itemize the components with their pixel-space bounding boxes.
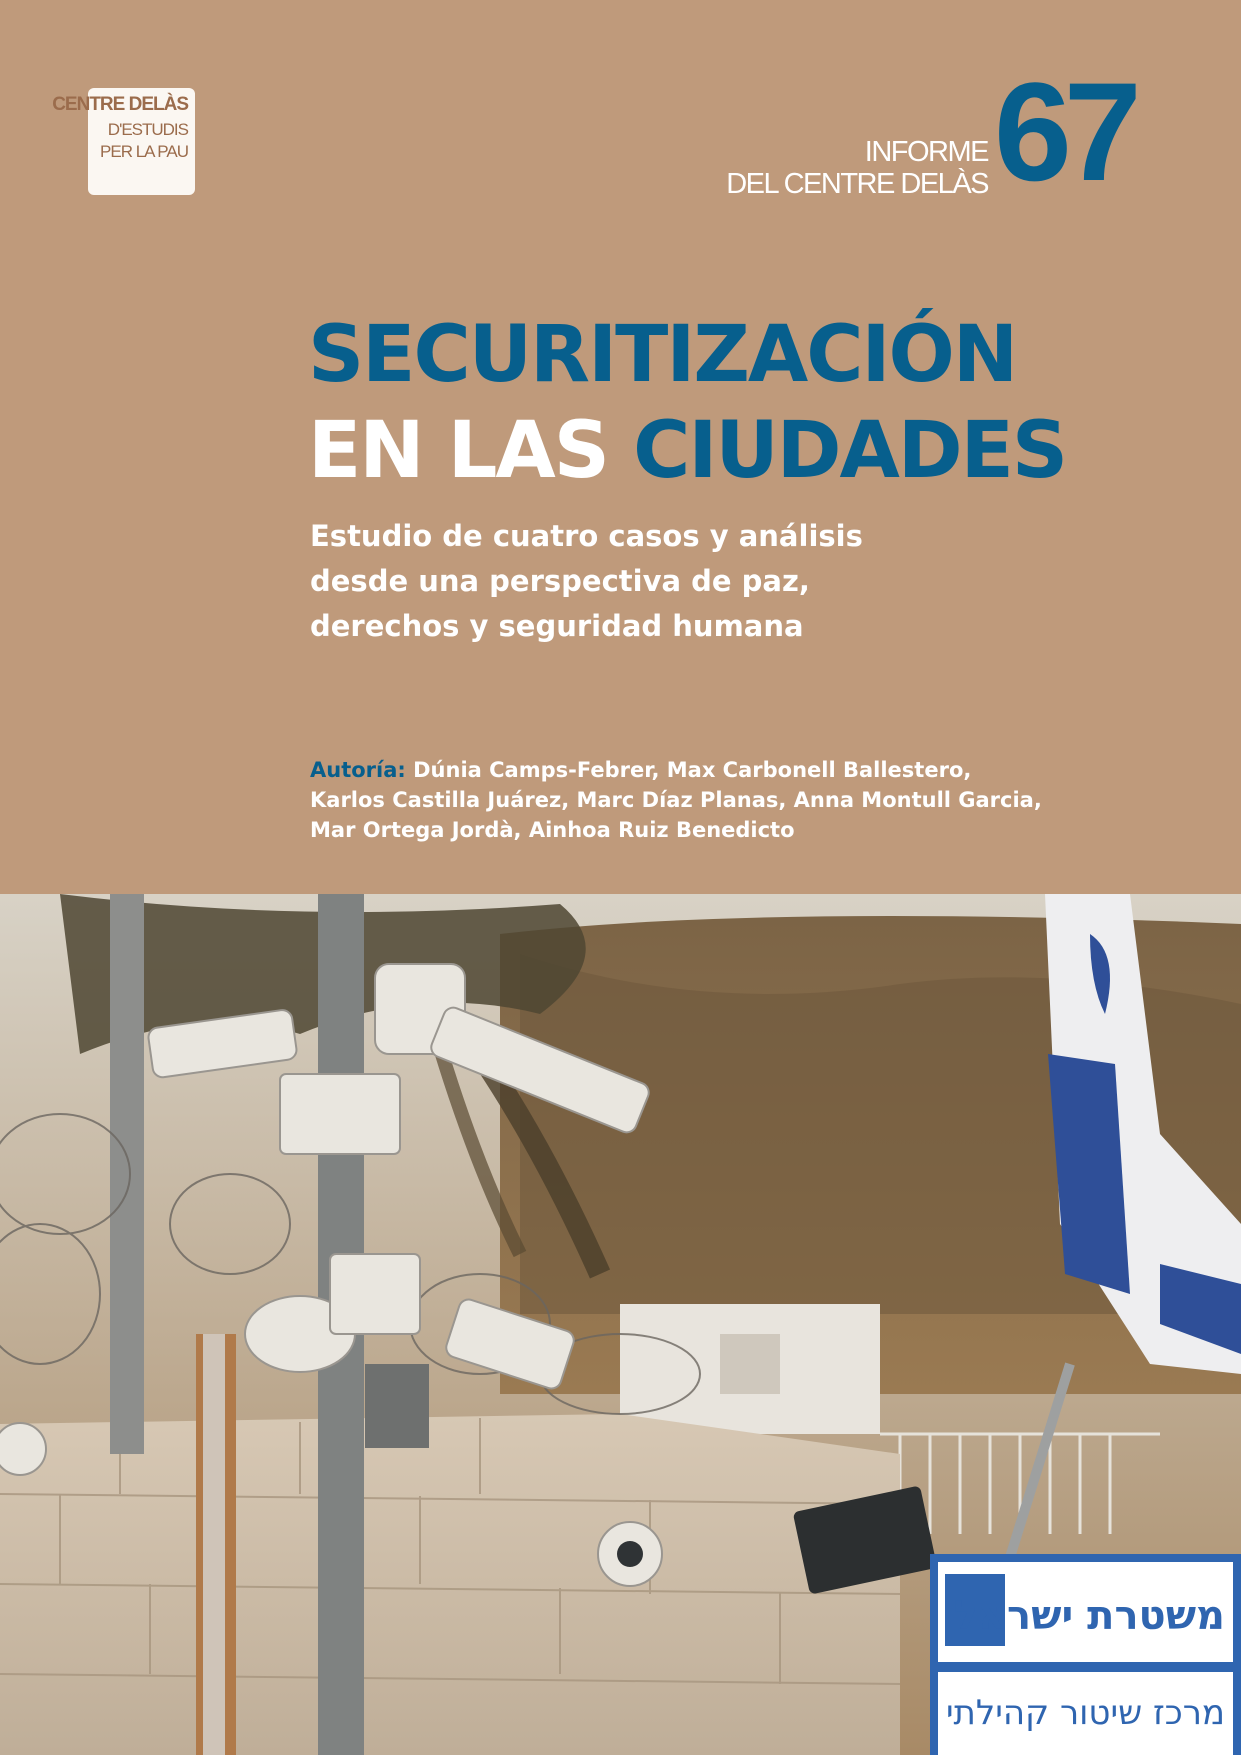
subtitle-line-3: derechos y seguridad humana [310,609,804,643]
logo-line-3: PER LA PAU [100,142,188,161]
logo-line-1: CENTRE DELÀS [52,94,188,115]
report-title [308,307,1066,499]
cover-photo-surveillance-cameras [0,894,1241,1755]
sign-text-line-1: משטרת ישראל [953,1593,1225,1639]
authors-line-1: Dúnia Camps-Febrer, Max Carbonell Ballestero, [413,758,972,782]
photo-illustration [0,894,1241,1755]
sign-text-line-2: מרכז שיטור קהילתי [945,1693,1225,1733]
series-label [726,136,988,200]
title-line-2-white: EN LAS [308,406,608,496]
subtitle-line-1: Estudio de cuatro casos y análisis [310,519,863,553]
logo-line-2: D'ESTUDIS [107,120,188,139]
report-number: 67 [994,53,1134,210]
centre-delas-logo [52,88,195,195]
series-label-line-1: INFORME [864,136,988,168]
title-line-2-blue: CIUDADES [633,406,1067,496]
title-line-1: SECURITIZACIÓN [308,310,1017,400]
subtitle-line-2: desde una perspectiva de paz, [310,564,810,598]
authors-block [310,755,1042,845]
series-label-line-2: DEL CENTRE DELÀS [726,168,988,200]
report-subtitle [310,514,930,649]
authors-line-2: Karlos Castilla Juárez, Marc Díaz Planas, Anna Montull Garcia, [310,788,1042,812]
authors-line-3: Mar Ortega Jordà, Ainhoa Ruiz Benedicto [310,818,795,842]
authors-label: Autoría: [310,758,406,782]
